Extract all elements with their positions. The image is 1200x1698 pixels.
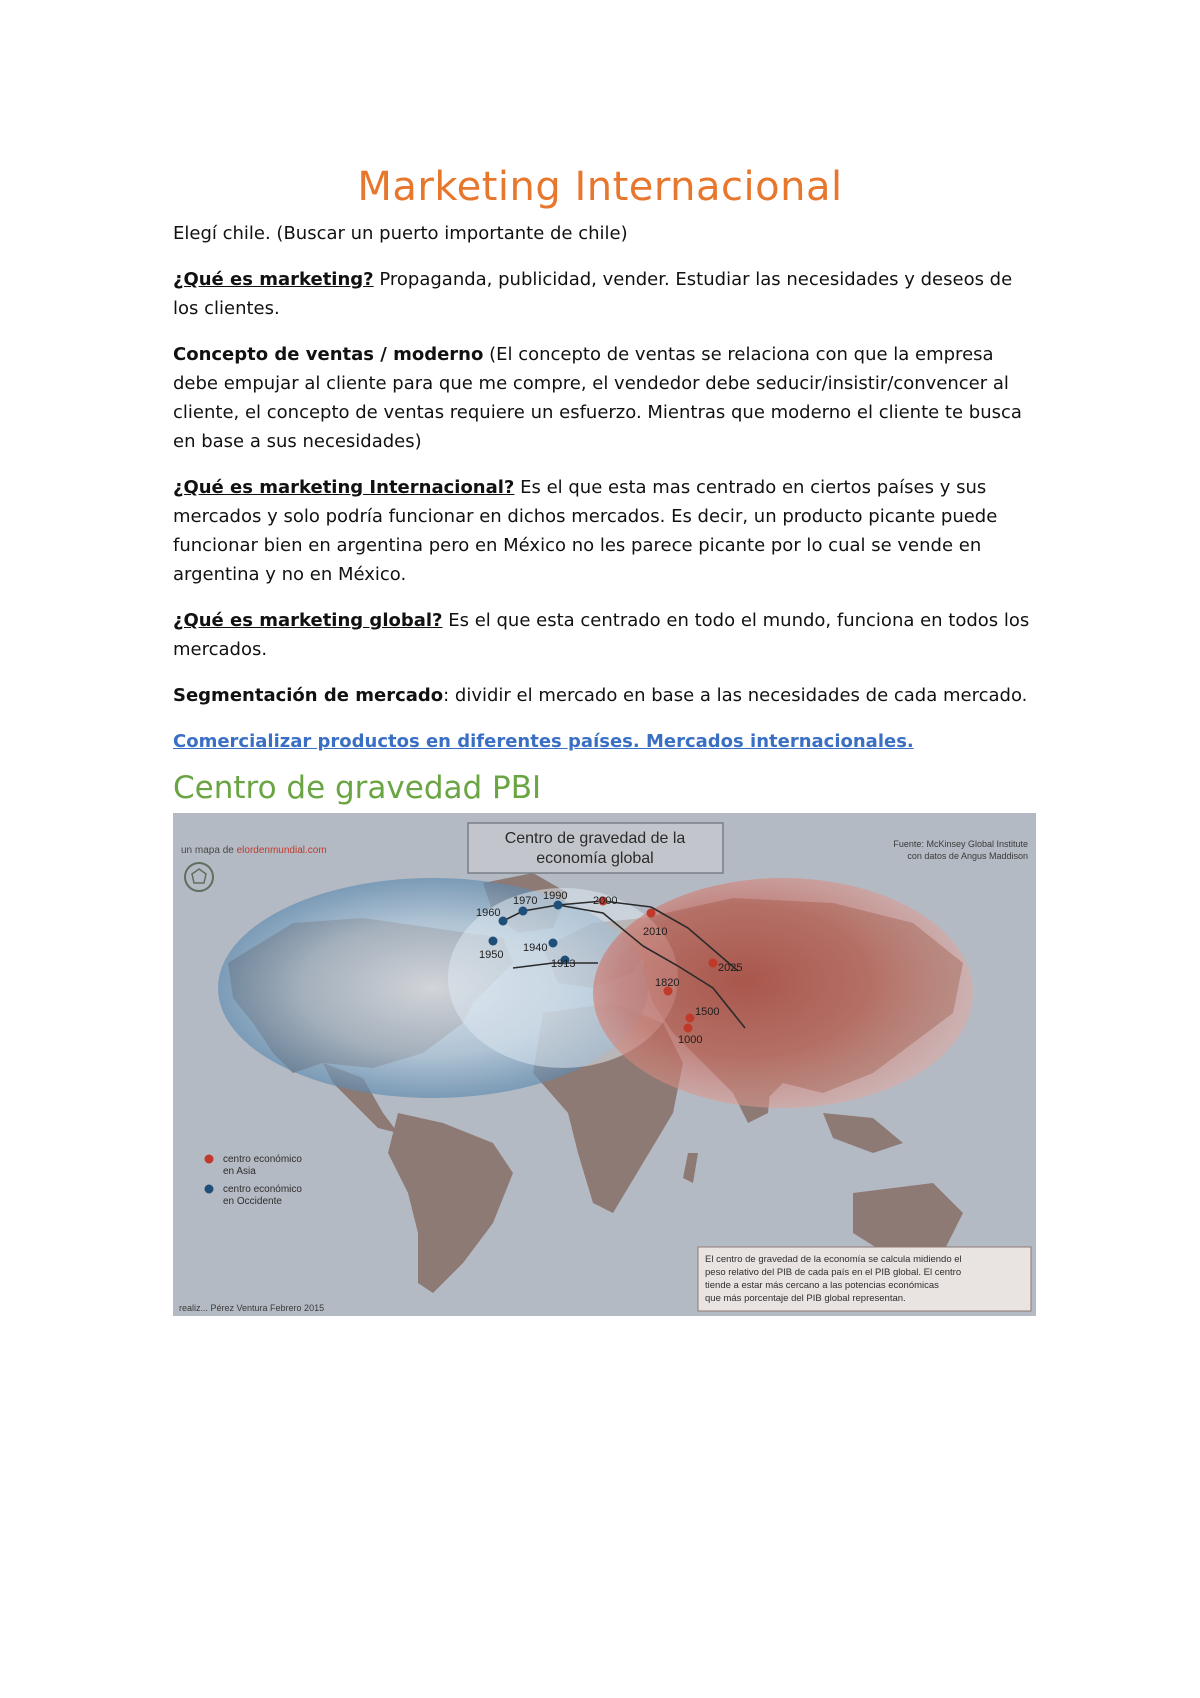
label-1990: 1990 [543, 890, 568, 902]
point-1940 [549, 939, 558, 948]
legend-asia-line1: centro económico [223, 1154, 302, 1165]
point-2010 [647, 909, 656, 918]
question-international: ¿Qué es marketing Internacional? [173, 477, 515, 498]
label-1940: 1940 [523, 942, 548, 954]
map-credit-line2: con datos de Angus Maddison [907, 851, 1028, 861]
document-title: Marketing Internacional [357, 164, 843, 210]
section-heading-gravity: Centro de gravedad PBI [173, 770, 542, 806]
map-footer: realiz... Pérez Ventura Febrero 2015 [179, 1303, 325, 1313]
text-segmentation: : dividir el mercado en base a las necesidades de cada mercado. [443, 685, 1028, 706]
legend-asia-dot [205, 1155, 214, 1164]
label-1970: 1970 [513, 895, 538, 907]
international-markets-link[interactable]: Comercializar productos en diferentes países. Mercados internacionales. [173, 731, 914, 752]
legend-west-dot [205, 1185, 214, 1194]
paragraph-sales-concept [173, 340, 1043, 456]
answer-international: Es el que esta mas centrado en ciertos países y sus mercados y solo podría funcionar en dichos mercados. Es decir, un producto picante puede funcionar bien en argentina pero en México no les parece picante por lo cual se vende en argentina y no en México. [173, 477, 998, 585]
map-note-line4: que más porcentaje del PIB global representan. [705, 1293, 906, 1304]
map-note-line1: El centro de gravedad de la economía se calcula midiendo el [705, 1254, 962, 1265]
paragraph-what-is-marketing [173, 265, 1043, 323]
label-1000: 1000 [678, 1034, 703, 1046]
legend-west-line2: en Occidente [223, 1196, 282, 1207]
label-1820: 1820 [655, 977, 680, 989]
map-source-prefix: un mapa de [181, 845, 237, 856]
paragraph-link [173, 727, 1043, 756]
map-note-line3: tiende a estar más cercano a las potencias económicas [705, 1280, 939, 1291]
map-source [181, 845, 327, 856]
point-1970 [519, 907, 528, 916]
label-2000: 2000 [593, 895, 618, 907]
gravity-map-image [173, 813, 1036, 1316]
label-1913: 1913 [551, 958, 576, 970]
label-2025: 2025 [718, 962, 743, 974]
point-1000 [684, 1024, 693, 1033]
question-global: ¿Qué es marketing global? [173, 610, 443, 631]
point-1500 [686, 1014, 695, 1023]
legend-west-line1: centro económico [223, 1184, 302, 1195]
text-sales-concept: (El concepto de ventas se relaciona con que la empresa debe empujar al cliente para que me compre, el vendedor debe seducir/insistir/convencer al cliente, el concepto de ventas requiere un esfuerzo. Mientras que moderno el cliente te busca en base a sus necesidades) [173, 344, 1022, 452]
legend-asia-line2: en Asia [223, 1166, 256, 1177]
answer-marketing: Propaganda, publicidad, vender. Estudiar las necesidades y deseos de los clientes. [173, 269, 1013, 319]
label-sales-concept: Concepto de ventas / moderno [173, 344, 484, 365]
point-1950 [489, 937, 498, 946]
point-2025 [709, 959, 718, 968]
label-1950: 1950 [479, 949, 504, 961]
paragraph-international-marketing [173, 473, 1043, 589]
label-segmentation: Segmentación de mercado [173, 685, 444, 706]
label-1500: 1500 [695, 1006, 720, 1018]
label-1960: 1960 [476, 907, 501, 919]
map-title-line1: Centro de gravedad de la [504, 830, 686, 847]
paragraph-global-marketing [173, 606, 1043, 664]
paragraph-segmentation [173, 681, 1043, 710]
answer-global: Es el que esta centrado en todo el mundo, funciona en todos los mercados. [173, 610, 1030, 660]
map-title-line2: economía global [536, 850, 654, 867]
map-note-line2: peso relativo del PIB de cada país en el PIB global. El centro [705, 1267, 962, 1278]
question-marketing: ¿Qué es marketing? [173, 269, 374, 290]
map-source-site: elordenmundial.com [236, 845, 327, 856]
label-2010: 2010 [643, 926, 668, 938]
map-credit-line1: Fuente: McKinsey Global Institute [893, 839, 1028, 849]
paragraph-chile: Elegí chile. (Buscar un puerto importante de chile) [173, 223, 628, 244]
